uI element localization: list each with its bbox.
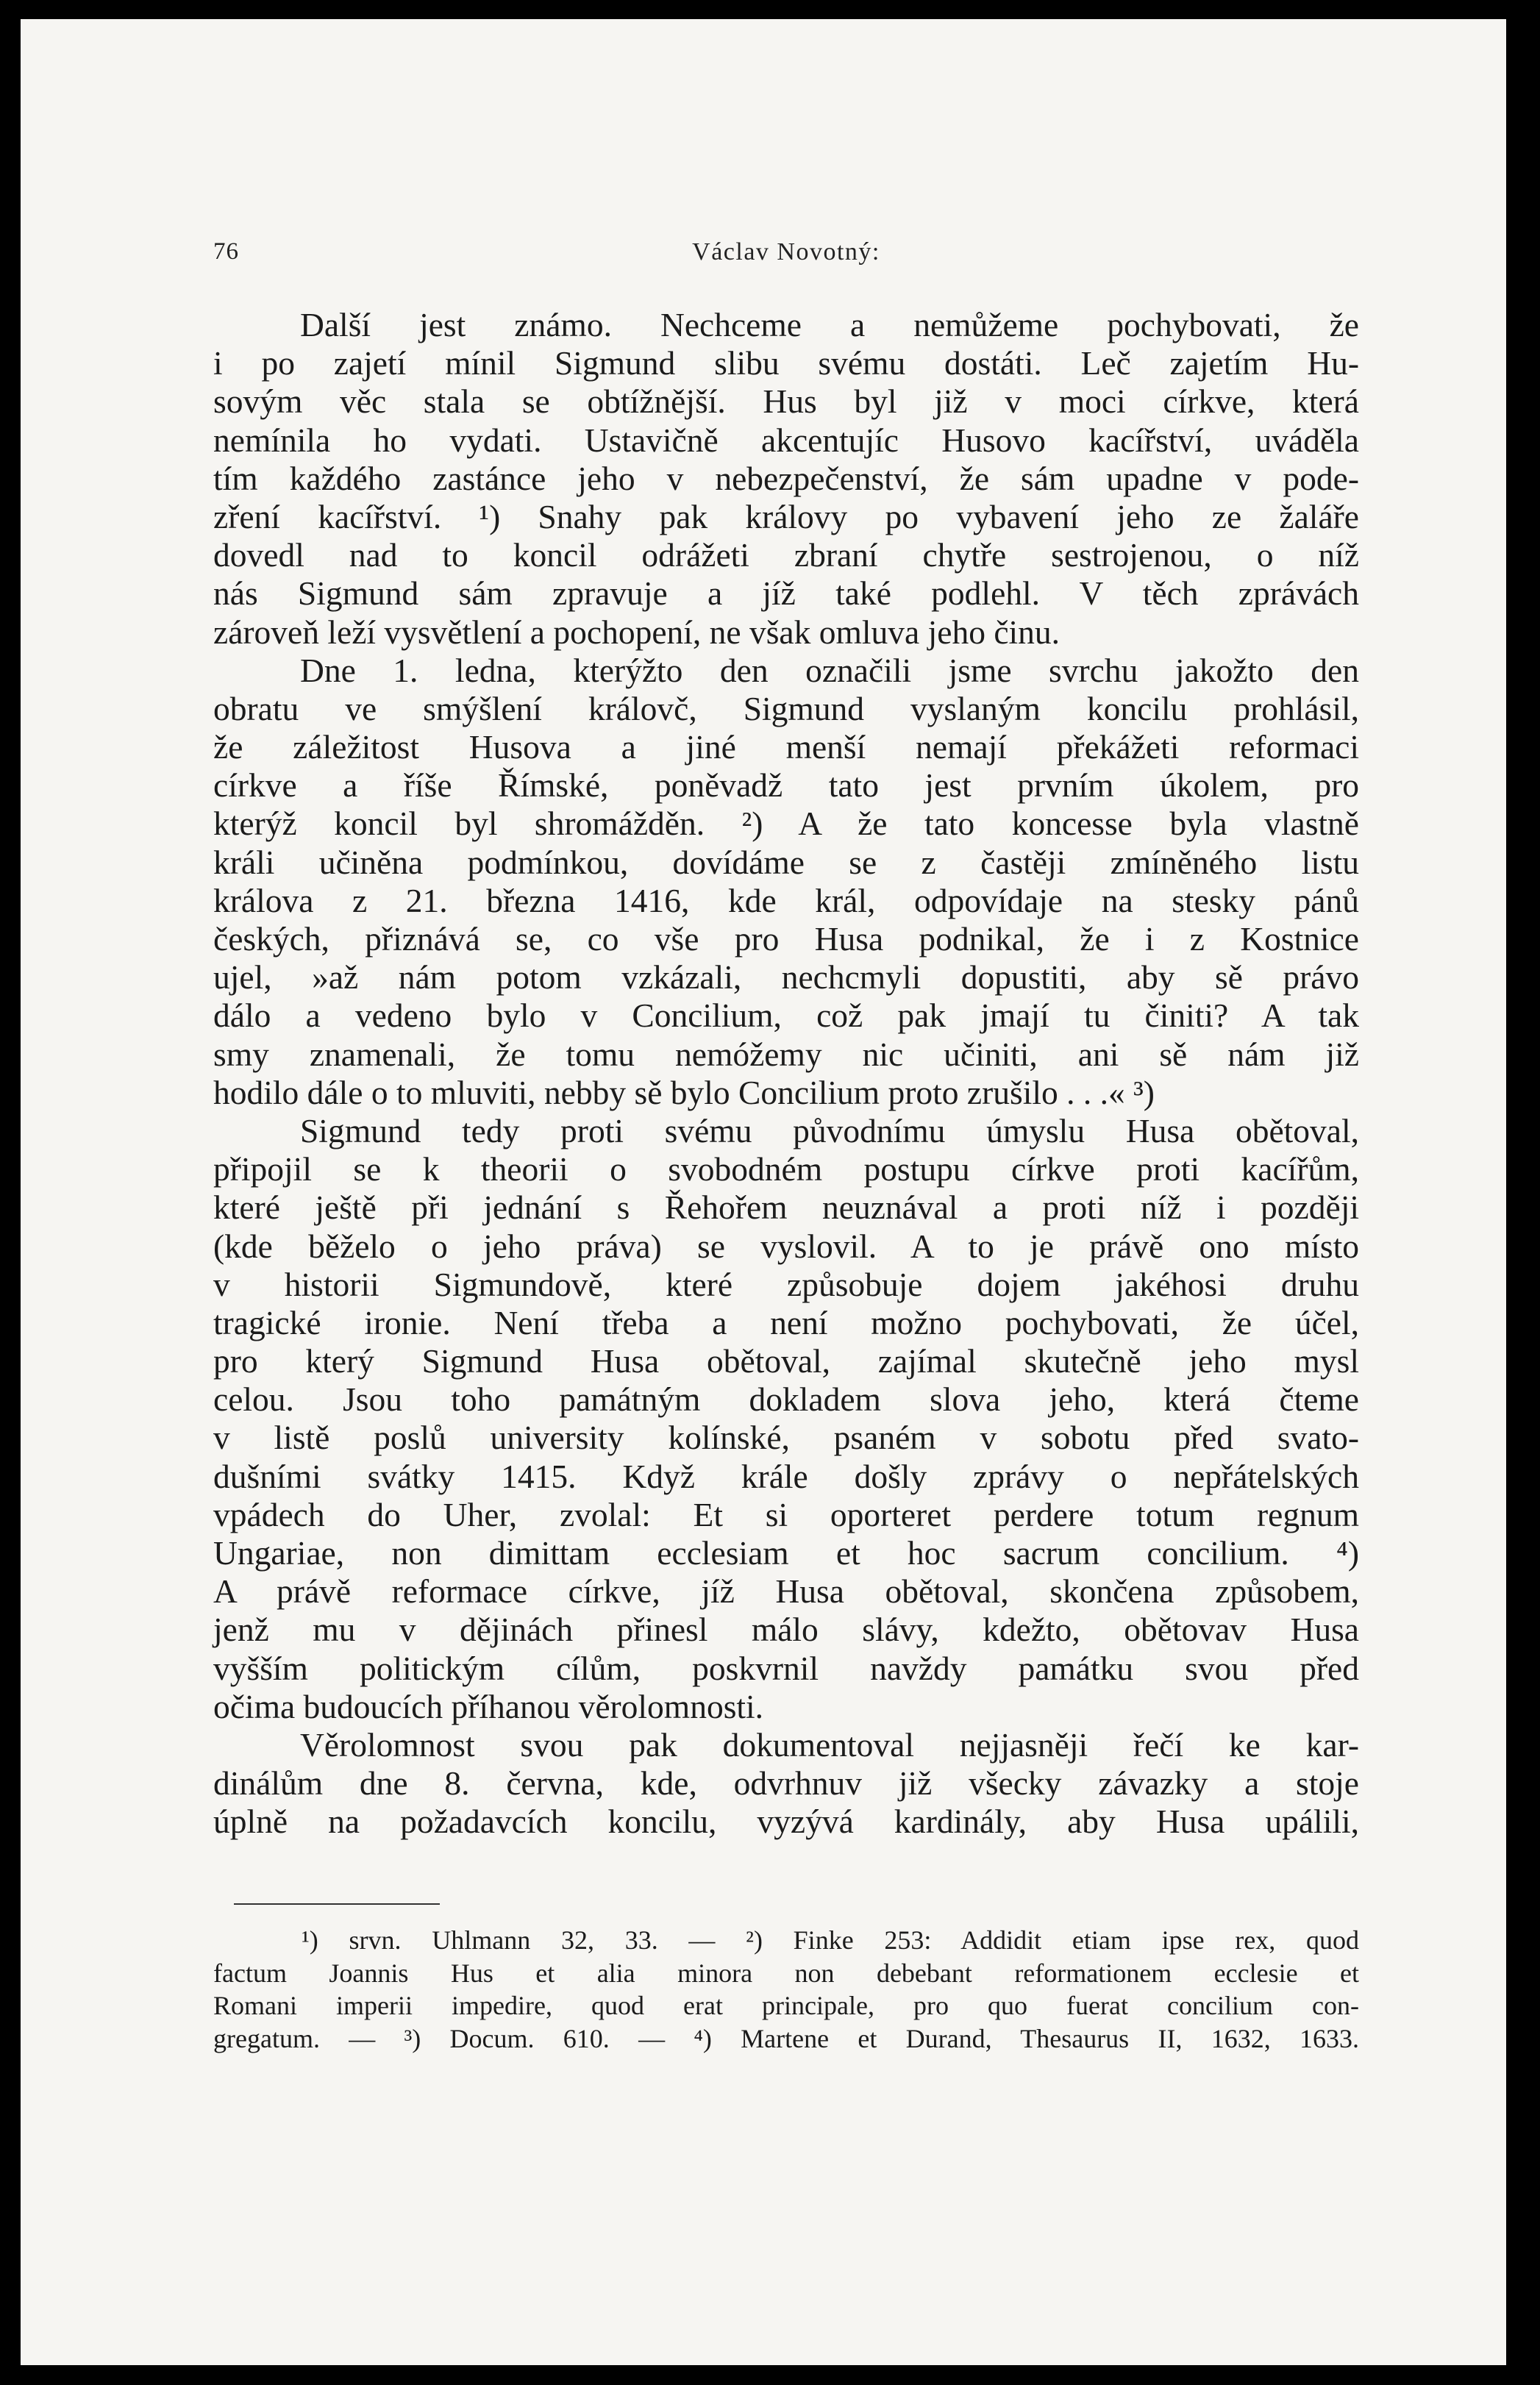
text-line: zření kacířství. ¹) Snahy pak královy po vybavení jeho ze žaláře xyxy=(213,497,1359,535)
text-line: nás Sigmund sám zpravuje a jíž také podlehl. V těch zprávách xyxy=(213,574,1359,613)
footnote-line: gregatum. — ³) Docum. 610. — ⁴) Martene et Durand, Thesaurus II, 1632, 1633. xyxy=(213,2023,1359,2053)
text-line: očima budoucích příhanou věrolomnosti. xyxy=(213,1687,764,1725)
text-line: kterýž koncil byl shromážděn. ²) A že tato koncesse byla vlastně xyxy=(213,805,1359,843)
footnote-divider xyxy=(234,1903,440,1905)
text-line: které ještě při jednání s Řehořem neuznával a proti níž i později xyxy=(213,1188,1359,1227)
text-line: tím každého zastánce jeho v nebezpečenství, že sám upadne v pode- xyxy=(213,459,1359,497)
footnote-line: Romani imperii impedire, quod erat principale, pro quo fuerat concilium con- xyxy=(213,1991,1359,2020)
text-line: úplně na požadavcích koncilu, vyzývá kardinály, aby Husa upálili, xyxy=(213,1803,1359,1841)
header-title: Václav Novotný: xyxy=(692,238,880,265)
text-line: v historii Sigmundově, které způsobuje dojem jakéhosi druhu xyxy=(213,1265,1359,1303)
text-line: ujel, »až nám potom vzkázali, nechcmyli dopustiti, aby sě právo xyxy=(213,958,1359,997)
text-line: pro který Sigmund Husa obětoval, zajímal skutečně jeho mysl xyxy=(213,1342,1359,1380)
footnote-line: factum Joannis Hus et alia minora non debebant reformationem ecclesie et xyxy=(213,1958,1359,1988)
text-line: církve a říše Římské, poněvadž tato jest prvním úkolem, pro xyxy=(213,766,1359,805)
text-line: českých, přiznává se, co vše pro Husa podnikal, že i z Kostnice xyxy=(213,920,1359,958)
text-line: tragické ironie. Není třeba a není možno pochybovati, že účel, xyxy=(213,1303,1359,1341)
text-line: králi učiněna podmínkou, dovídáme se z častěji zmíněného listu xyxy=(213,843,1359,881)
text-line: že záležitost Husova a jiné menší nemají překážeti reformaci xyxy=(213,728,1359,766)
text-line: dušními svátky 1415. Když krále došly zprávy o nepřátelských xyxy=(213,1457,1359,1495)
text-line: (kde běželo o jeho práva) se vyslovil. A to je právě ono místo xyxy=(213,1227,1359,1265)
text-line: dovedl nad to koncil odrážeti zbraní chytře sestrojenou, o níž xyxy=(213,536,1359,574)
text-line: Věrolomnost svou pak dokumentoval nejjasněji řečí ke kar- xyxy=(300,1725,1359,1764)
text-line: sovým věc stala se obtížnější. Hus byl již v moci církve, která xyxy=(213,382,1359,421)
page-number: 76 xyxy=(213,238,239,265)
text-line: králova z 21. března 1416, kde král, odpovídaje na stesky pánů xyxy=(213,881,1359,919)
text-line: hodilo dále o to mluviti, nebby sě bylo Concilium proto zrušilo . . .« ³) xyxy=(213,1073,1155,1111)
text-line: v listě poslů university kolínské, psaném v sobotu před svato- xyxy=(213,1419,1359,1457)
text-line: zároveň leží vysvětlení a pochopení, ne však omluva jeho činu. xyxy=(213,613,1060,651)
footnote-line: ¹) srvn. Uhlmann 32, 33. — ²) Finke 253: Addidit etiam ipse rex, quod xyxy=(302,1925,1359,1955)
text-line: vpádech do Uher, zvolal: Et si oporteret perdere totum regnum xyxy=(213,1495,1359,1533)
text-line: dinálům dne 8. června, kde, odvrhnuv již všecky závazky a stoje xyxy=(213,1764,1359,1803)
footnotes xyxy=(213,1924,1359,2055)
body-text xyxy=(213,306,1359,1842)
text-line: Dne 1. ledna, kterýžto den označili jsme svrchu jakožto den xyxy=(300,651,1359,689)
text-line: Další jest známo. Nechceme a nemůžeme pochybovati, že xyxy=(300,306,1359,343)
text-line: Ungariae, non dimittam ecclesiam et hoc sacrum concilium. ⁴) xyxy=(213,1534,1359,1572)
text-line: i po zajetí mínil Sigmund slibu svému dostáti. Leč zajetím Hu- xyxy=(213,344,1359,382)
text-line: vyšším politickým cílům, poskvrnil navždy památku svou před xyxy=(213,1649,1359,1687)
text-line: nemínila ho vydati. Ustavičně akcentujíc Husovo kacířství, uváděla xyxy=(213,421,1359,459)
running-header xyxy=(213,238,1359,282)
text-line: dálo a vedeno bylo v Concilium, což pak jmají tu činiti? A tak xyxy=(213,997,1359,1035)
text-line: celou. Jsou toho památným dokladem slova jeho, která čteme xyxy=(213,1380,1359,1419)
text-line: připojil se k theorii o svobodném postupu církve proti kacířům, xyxy=(213,1150,1359,1188)
text-line: obratu ve smýšlení královč, Sigmund vyslaným koncilu prohlásil, xyxy=(213,689,1359,727)
scanned-page xyxy=(21,19,1506,2365)
text-line: jenž mu v dějinách přinesl málo slávy, kdežto, obětovav Husa xyxy=(213,1611,1359,1649)
text-line: Sigmund tedy proti svému původnímu úmyslu Husa obětoval, xyxy=(300,1111,1359,1149)
text-line: smy znamenali, že tomu nemóžemy nic učiniti, ani sě nám již xyxy=(213,1035,1359,1073)
text-line: A právě reformace církve, jíž Husa obětoval, skončena způsobem, xyxy=(213,1572,1359,1611)
